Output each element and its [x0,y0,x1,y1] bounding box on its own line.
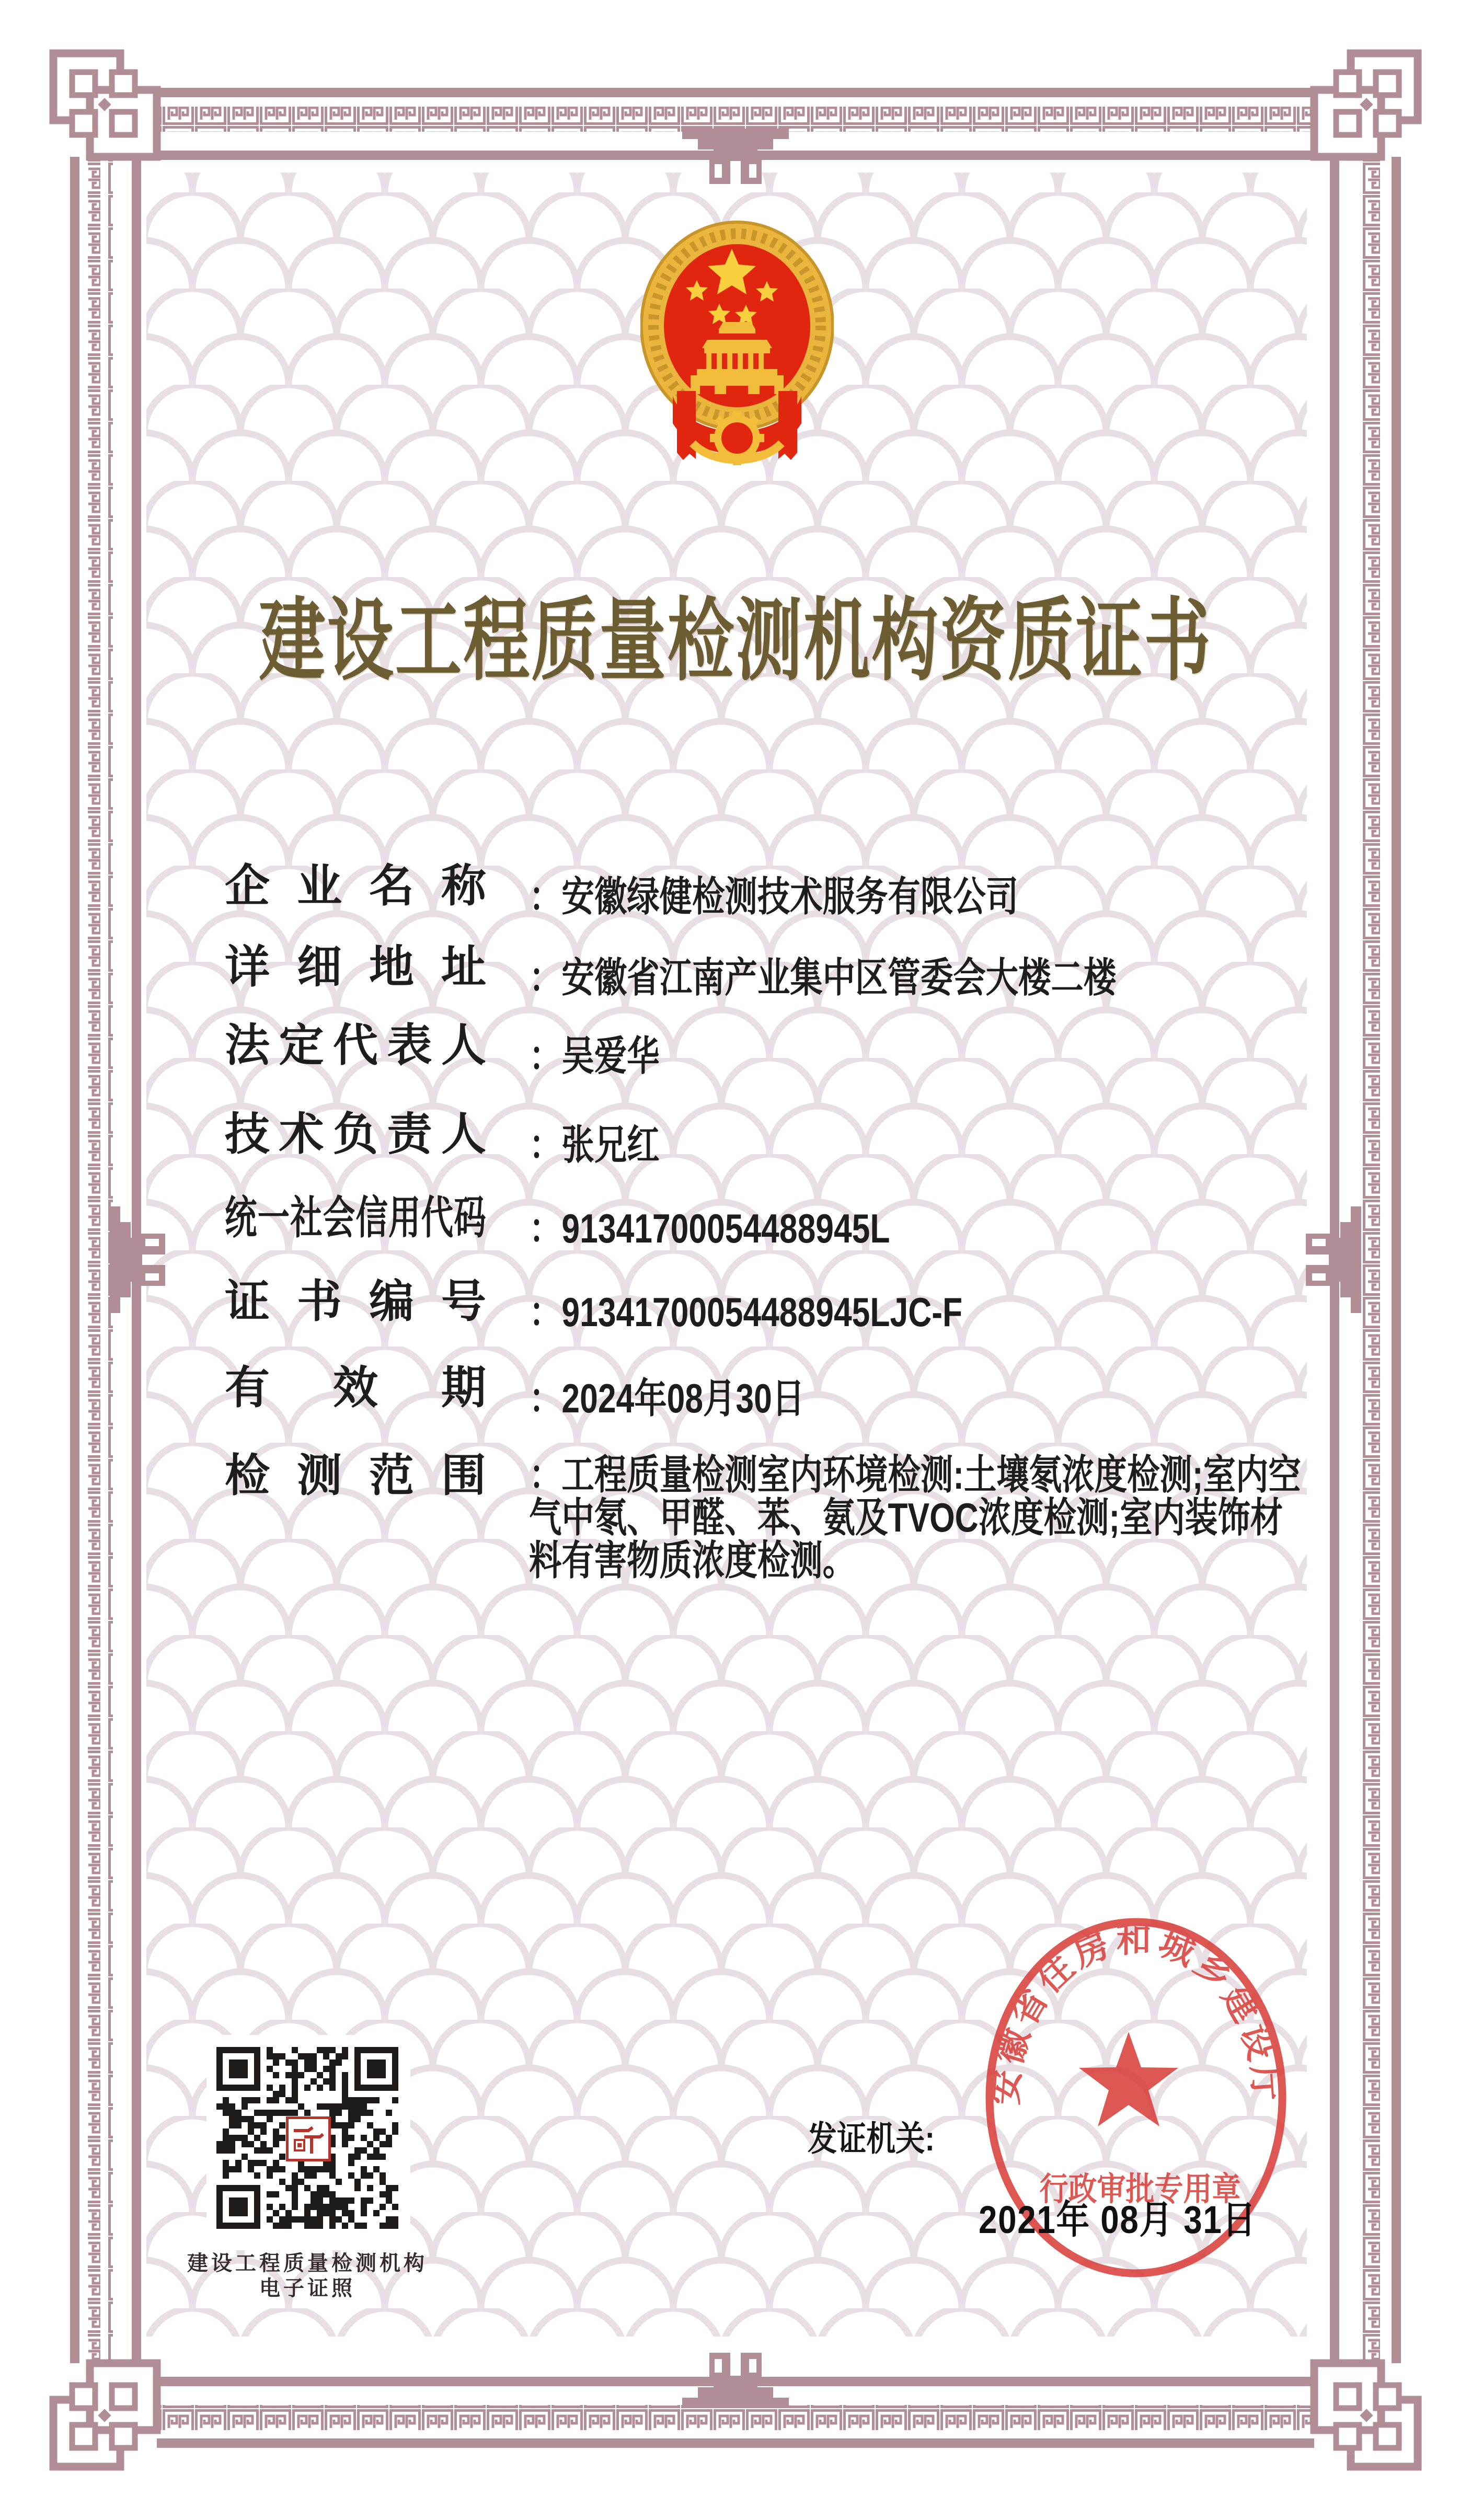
field-value: ：91341700054488945L [529,1205,890,1251]
seal-arc-text: 安徽省住房和城乡建设厅 [985,1920,1286,2107]
colon: ： [529,1452,562,1498]
field-label: 检测范围 [225,1451,486,1501]
field-row-legal-representative [225,1022,1303,1077]
field-row-address [225,943,1303,999]
colon: ： [529,1289,562,1335]
seal-bottom-text: 行政审批专用章 [1039,2171,1241,2207]
field-label: 证书编号 [225,1276,486,1327]
colon: ： [529,954,562,1000]
field-value: ：张兄红 [529,1122,660,1168]
field-label: 详细地址 [225,942,486,992]
field-value: ：安徽省江南产业集中区管委会大楼二楼 [529,954,1117,1000]
qr-caption-line1: 建设工程质量检测机构 [187,2251,428,2275]
field-label: 技术负责人 [225,1109,486,1159]
colon: ： [529,1122,562,1168]
issuing-authority-label: 发证机关: [808,2119,935,2158]
field-row-credit-code [225,1194,1303,1250]
field-label: 有效期 [225,1363,486,1413]
certificate-title: 建设工程质量检测机构资质证书 [259,591,1212,691]
field-label: 统一社会信用代码 [225,1193,486,1243]
colon: ： [529,873,562,919]
field-row-inspection-scope [225,1452,1303,1582]
colon: ： [529,1375,562,1421]
colon: ： [529,1033,562,1079]
field-row-valid-until [225,1364,1303,1420]
qr-center-logo-icon [286,2116,331,2161]
issue-date: 2021年 08月 31日 [979,2198,1257,2241]
field-value: ：91341700054488945LJC-F [529,1289,963,1335]
national-emblem-icon [640,218,834,488]
qr-caption-line2: 电子证照 [259,2276,355,2300]
field-row-company-name [225,862,1303,918]
field-value: ：安徽绿健检测技术服务有限公司 [529,873,1019,919]
qr-code [206,2035,410,2250]
field-value: ：2024年08月30日 [529,1375,805,1421]
field-value: ：工程质量检测室内环境检测:土壤氡浓度检测;室内空气中氡、甲醛、苯、氨及TVOC浓度检测;室内装饰材料有害物质浓度检测。 [529,1452,1301,1583]
field-row-certificate-number [225,1278,1303,1333]
field-label: 法定代表人 [225,1020,486,1071]
field-label: 企业名称 [225,861,486,911]
field-row-technical-director [225,1111,1303,1166]
field-value: ：吴爱华 [529,1033,660,1079]
colon: ： [529,1205,562,1251]
